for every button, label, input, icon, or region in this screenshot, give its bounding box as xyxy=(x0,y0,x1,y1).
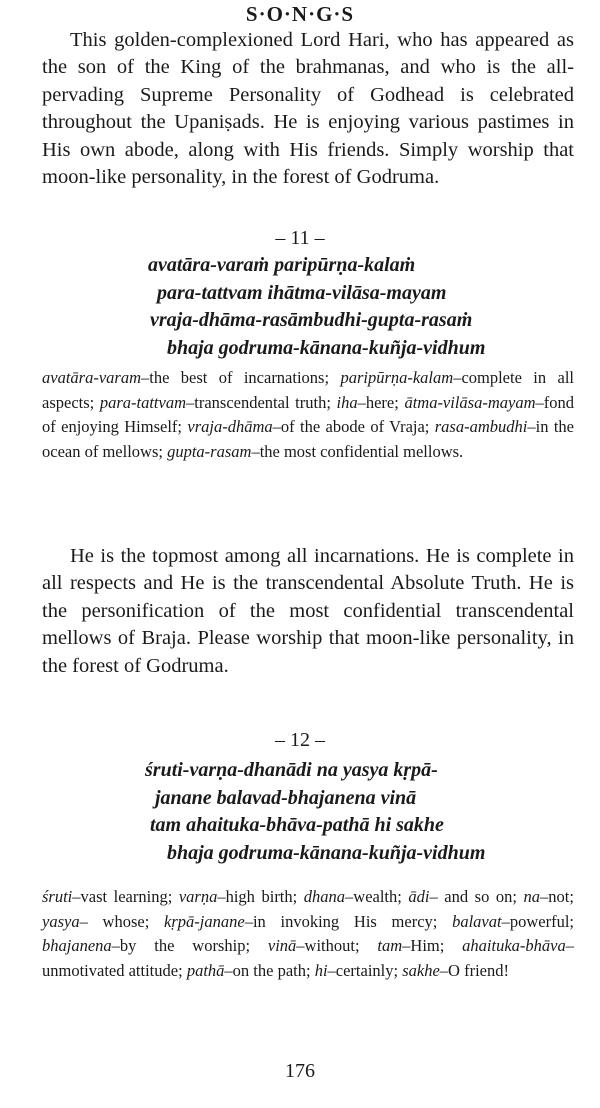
sanskrit-term: avatāra-varam xyxy=(42,368,141,387)
term-meaning: –powerful; xyxy=(501,911,574,931)
word-meanings-12 xyxy=(42,885,574,983)
word-meanings-11 xyxy=(42,366,574,464)
verse-line: śruti-varṇa-dhanādi na yasya kṛpā- xyxy=(145,759,438,781)
term-meaning: –here; xyxy=(357,392,405,412)
term-meaning: –in invoking His mercy; xyxy=(244,911,453,931)
sanskrit-term: kṛpā-janane xyxy=(164,911,245,931)
sanskrit-term: sakhe xyxy=(402,960,440,980)
term-meaning: –Him; xyxy=(402,936,463,955)
term-meaning: –on the path; xyxy=(224,960,315,980)
term-meaning: –complete in all aspects; xyxy=(42,368,574,412)
verse-line: bhaja godruma-kānana-kuñja-vidhum xyxy=(167,336,486,359)
term-meaning: –vast learning; xyxy=(72,887,179,906)
sanskrit-term: yasya xyxy=(42,911,80,931)
sanskrit-term: tam xyxy=(377,936,403,955)
sanskrit-term: hi xyxy=(314,960,328,980)
term-meaning: –the most confidential mellows. xyxy=(251,441,464,461)
sanskrit-term: ātma-vilāsa-mayam xyxy=(404,392,536,412)
verse-line: avatāra-varaṁ paripūrṇa-kalaṁ xyxy=(148,254,416,276)
sanskrit-term: śruti xyxy=(42,887,73,906)
sanskrit-term: na xyxy=(523,887,541,906)
verse-11 xyxy=(0,252,600,362)
term-meaning: –O friend! xyxy=(439,960,509,980)
sanskrit-term: gupta-rasam xyxy=(167,441,252,461)
term-meaning: –high birth; xyxy=(217,887,304,906)
sanskrit-term: vraja-dhāma xyxy=(187,417,273,436)
running-header: S·O·N·G·S xyxy=(245,2,355,26)
sanskrit-term: ādi xyxy=(408,887,430,906)
term-meaning: –fond of enjoying Himself; xyxy=(42,392,574,436)
term-meaning: –by the worship; xyxy=(111,936,268,955)
term-meaning: –transcendental truth; xyxy=(186,392,337,412)
term-meaning: – whose; xyxy=(79,911,165,931)
sanskrit-term: varṇa xyxy=(178,887,218,906)
page-number: 176 xyxy=(285,1060,315,1082)
sanskrit-term: ahaituka-bhāva xyxy=(462,936,566,955)
verse-line: janane balavad-bhajanena vinā xyxy=(155,786,417,809)
term-meaning: –in the ocean of mellows; xyxy=(42,417,574,461)
verse-line: tam ahaituka-bhāva-pathā hi sakhe xyxy=(150,814,444,836)
sanskrit-term: balavat xyxy=(452,911,502,931)
verse-number-11: – 11 – xyxy=(275,227,325,249)
sanskrit-term: dhana xyxy=(303,887,346,906)
term-meaning: –certainly; xyxy=(327,960,403,980)
translation-paragraph-1: This golden-complexioned Lord Hari, who has appeared as the son of the King of the brahmanas, and who is the all-pervading Supreme Personality of Godhead is celebrated throughout the Upaniṣads. He is enjoying various pastimes in His own abode, along with His friends. Simply worship that moon-like personality, in the forest of Godruma. xyxy=(42,28,574,188)
sanskrit-term: paripūrṇa-kalam xyxy=(340,368,454,387)
sanskrit-term: iha xyxy=(336,392,358,412)
verse-line: vraja-dhāma-rasāmbudhi-gupta-rasaṁ xyxy=(150,309,473,331)
sanskrit-term: rasa-ambudhi xyxy=(434,417,528,436)
term-meaning: –not; xyxy=(540,887,574,906)
sanskrit-term: bhajanena xyxy=(42,936,112,955)
term-meaning: –unmotivated attitude; xyxy=(42,936,574,980)
verse-12 xyxy=(0,757,600,867)
verse-line: bhaja godruma-kānana-kuñja-vidhum xyxy=(167,841,486,864)
term-meaning: –without; xyxy=(296,936,378,955)
verse-number-12: – 12 – xyxy=(275,729,325,751)
sanskrit-term: para-tattvam xyxy=(99,392,187,412)
sanskrit-term: pathā xyxy=(186,960,225,980)
verse-line: para-tattvam ihātma-vilāsa-mayam xyxy=(157,281,447,304)
translation-paragraph-2: He is the topmost among all incarnations. He is complete in all respects and He is the transcendental Absolute Truth. He is the personification of the most confidential transcendental mellows of Braja. Please worship that moon-like personality, in the forest of Godruma. xyxy=(42,544,574,677)
term-meaning: –the best of incarnations; xyxy=(140,368,341,387)
sanskrit-term: vinā xyxy=(267,936,297,955)
term-meaning: –of the abode of Vraja; xyxy=(272,417,435,436)
term-meaning: –wealth; xyxy=(345,887,409,906)
term-meaning: – and so on; xyxy=(429,887,524,906)
